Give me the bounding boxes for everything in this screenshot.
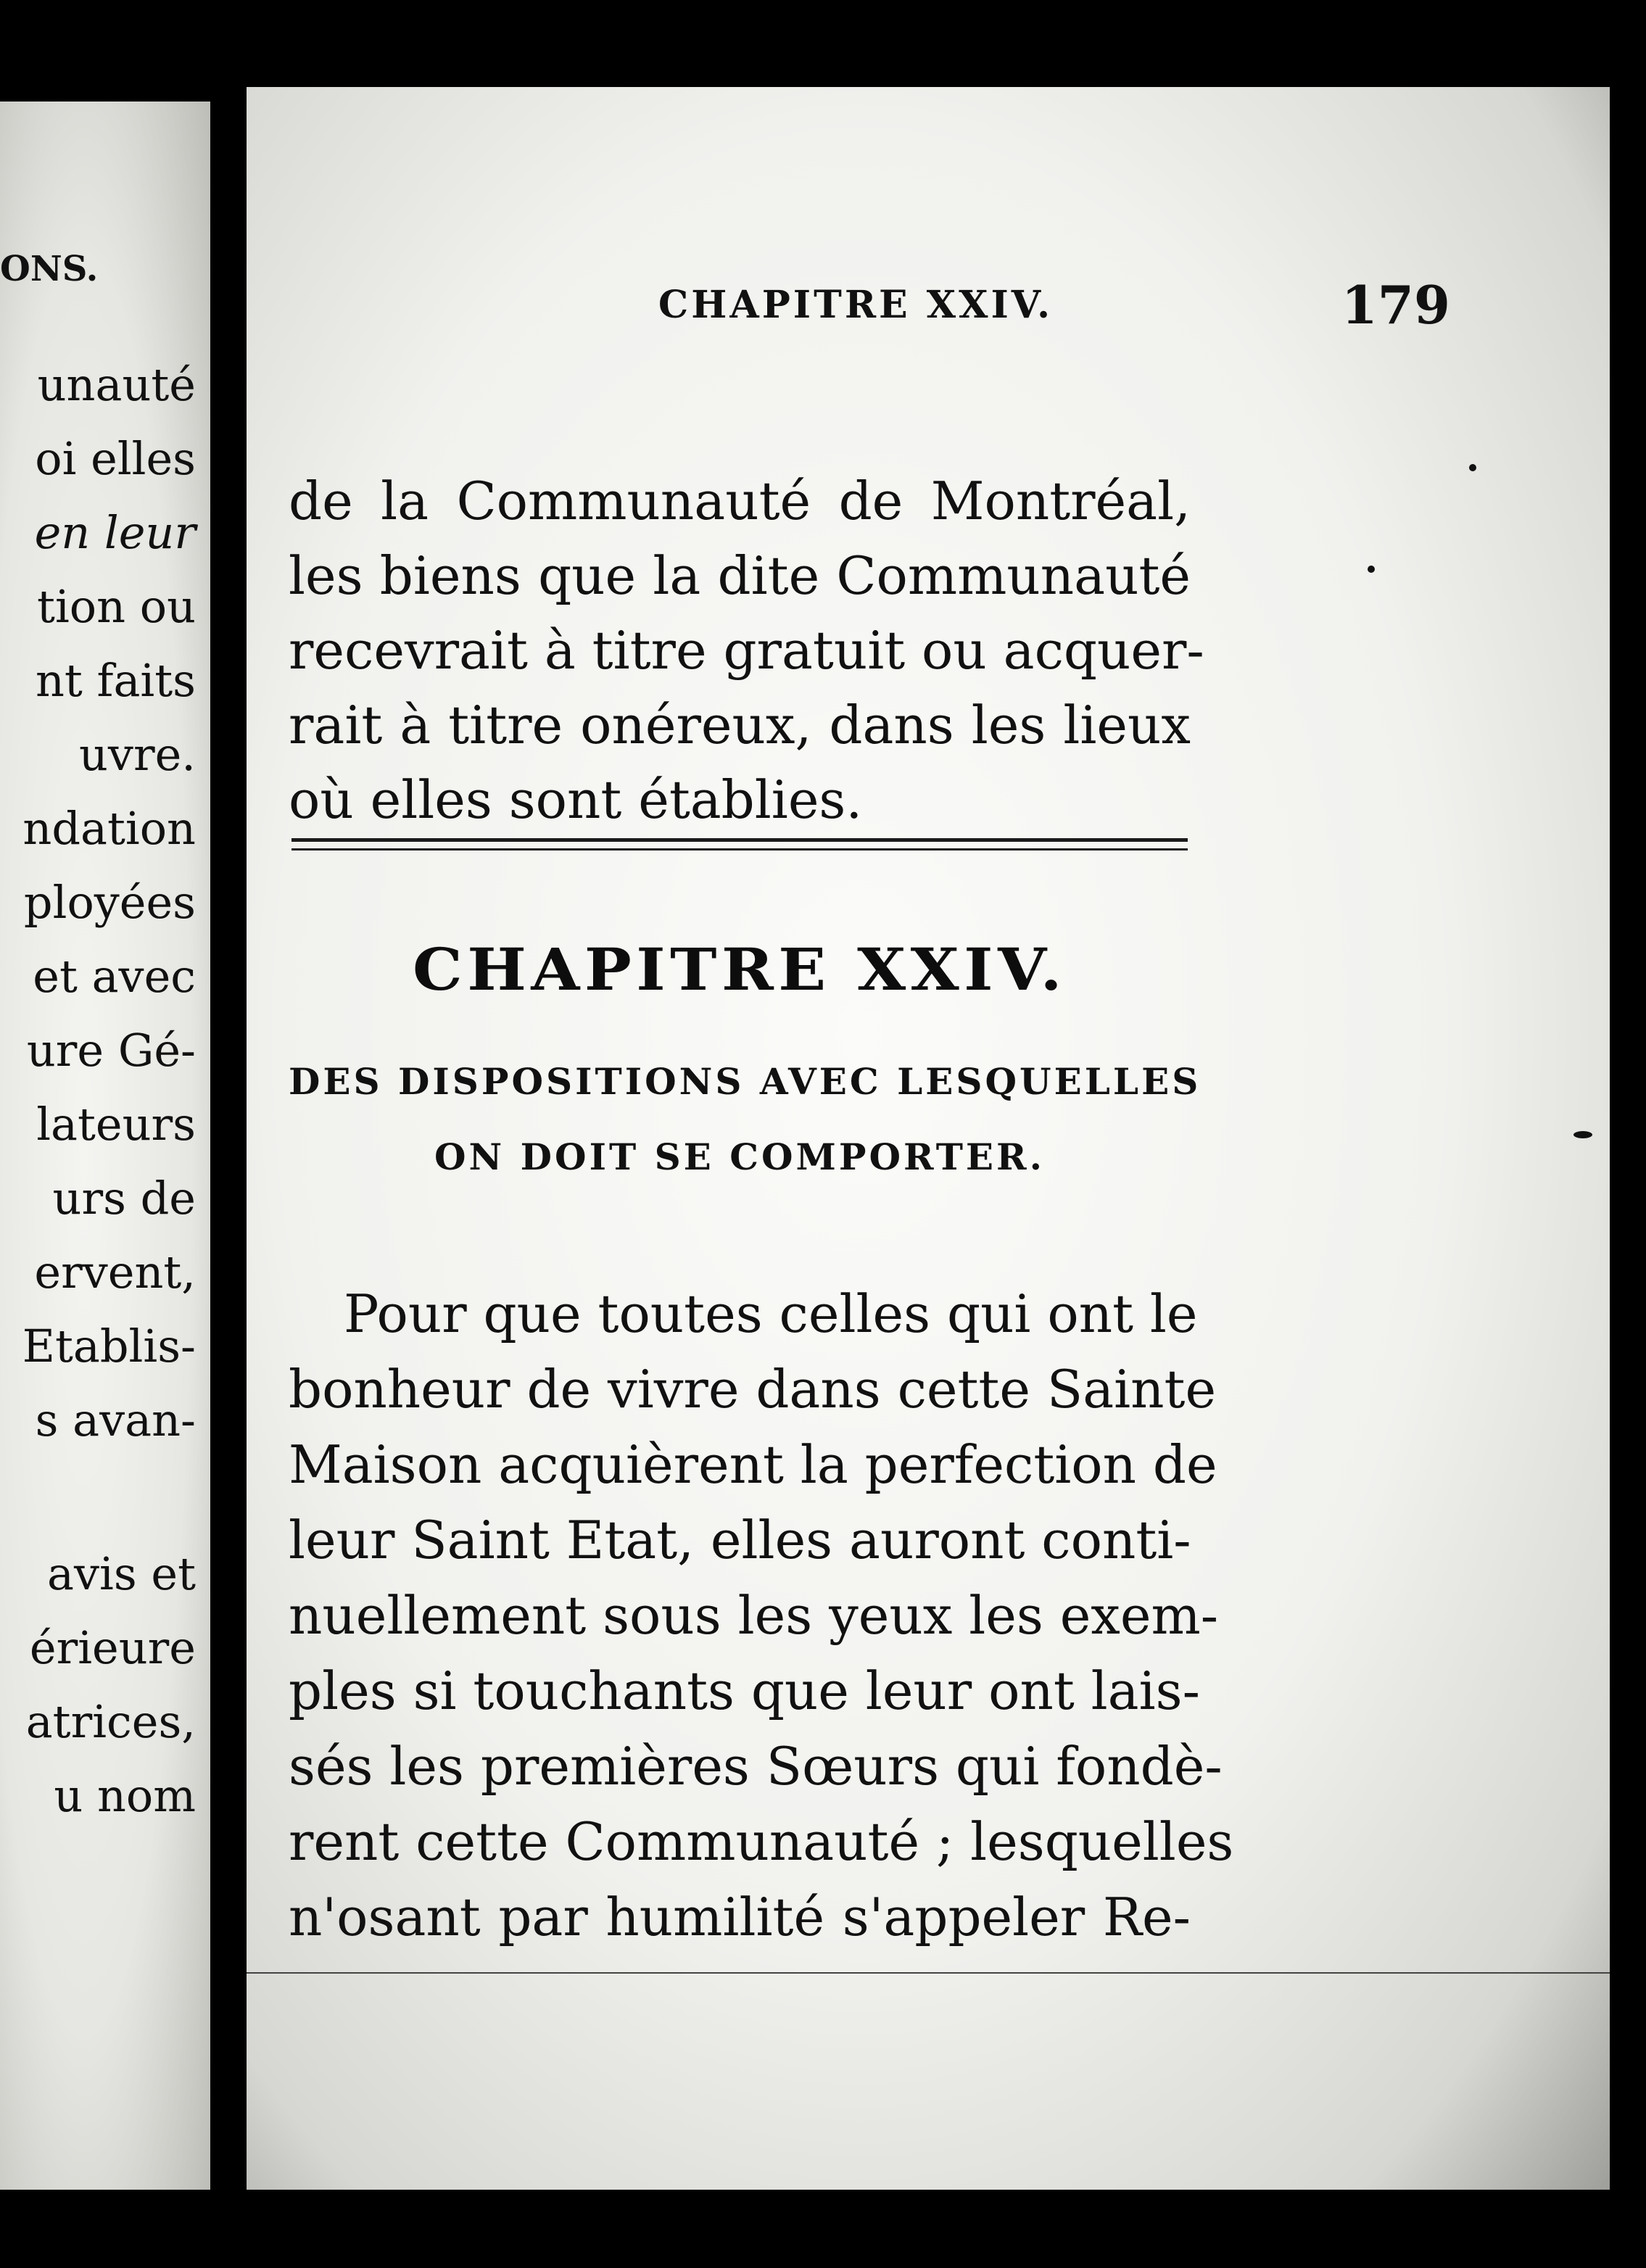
left-page-line: avis et bbox=[47, 1547, 196, 1600]
left-page-line: en leur bbox=[34, 506, 196, 559]
running-head bbox=[529, 274, 1450, 341]
ink-speck bbox=[1469, 464, 1476, 471]
right-page bbox=[247, 87, 1610, 2190]
text-line: nuellement sous les yeux les exem- bbox=[289, 1585, 1219, 1646]
left-page-line: unauté bbox=[37, 358, 196, 411]
left-page-fragment bbox=[0, 102, 210, 2190]
text-line: Maison acquièrent la perfection de bbox=[289, 1434, 1217, 1495]
left-page-line: ure Gé- bbox=[26, 1024, 196, 1077]
left-page-line: s avan- bbox=[35, 1394, 196, 1447]
left-page-line: et avec bbox=[33, 950, 196, 1003]
text-line: les biens que la dite Communauté bbox=[289, 545, 1191, 606]
left-page-line: uvre. bbox=[79, 728, 196, 781]
left-page-line: Etablis- bbox=[22, 1320, 196, 1373]
chapter-divider-rule bbox=[291, 848, 1188, 850]
left-page-line: nt faits bbox=[35, 654, 196, 707]
text-line: leur Saint Etat, elles auront conti- bbox=[289, 1510, 1191, 1570]
text-line: recevrait à titre gratuit ou acquer- bbox=[289, 620, 1204, 681]
left-page-line: u nom bbox=[54, 1769, 196, 1822]
left-page-line: oi elles bbox=[35, 432, 196, 485]
text-line: Pour que toutes celles qui ont le bbox=[344, 1283, 1198, 1344]
left-page-line: urs de bbox=[52, 1172, 196, 1225]
text-line: de la Communauté de Montréal, bbox=[289, 471, 1191, 531]
left-page-line: érieure bbox=[29, 1621, 196, 1674]
chapter-divider-rule bbox=[291, 838, 1188, 842]
text-line: n'osant par humilité s'appeler Re- bbox=[289, 1887, 1191, 1948]
text-line: sés les premières Sœurs qui fondè- bbox=[289, 1736, 1223, 1797]
chapter-subtitle bbox=[289, 1044, 1202, 1195]
scan-line-artifact bbox=[247, 1972, 1610, 1974]
left-page-line: atrices, bbox=[25, 1695, 196, 1748]
ink-speck bbox=[1573, 1131, 1592, 1138]
left-page-line: lateurs bbox=[36, 1098, 196, 1151]
text-line: rait à titre onéreux, dans les lieux bbox=[289, 695, 1191, 756]
subtitle-line: DES DISPOSITIONS AVEC LESQUELLES bbox=[289, 1060, 1202, 1103]
left-page-line: ndation bbox=[22, 802, 196, 855]
text-line: bonheur de vivre dans cette Sainte bbox=[289, 1359, 1217, 1420]
left-page-line: ployées bbox=[23, 876, 196, 929]
text-line: ples si touchants que leur ont lais- bbox=[289, 1660, 1200, 1721]
subtitle-line: ON DOIT SE COMPORTER. bbox=[434, 1135, 1045, 1178]
continued-paragraph bbox=[289, 464, 1204, 837]
chapter-paragraph bbox=[289, 1276, 1234, 1955]
chapter-heading: CHAPITRE XXIV. bbox=[412, 935, 1067, 1003]
page-number: 179 bbox=[1341, 274, 1450, 336]
running-title: CHAPITRE XXIV. bbox=[658, 283, 1054, 327]
left-page-line: ervent, bbox=[34, 1246, 196, 1299]
text-line: rent cette Communauté ; lesquelles bbox=[289, 1811, 1234, 1872]
text-line: où elles sont établies. bbox=[289, 769, 863, 830]
left-page-running-head: ONS. bbox=[0, 249, 99, 289]
left-page-line: tion ou bbox=[37, 580, 196, 633]
ink-speck bbox=[1368, 566, 1375, 573]
